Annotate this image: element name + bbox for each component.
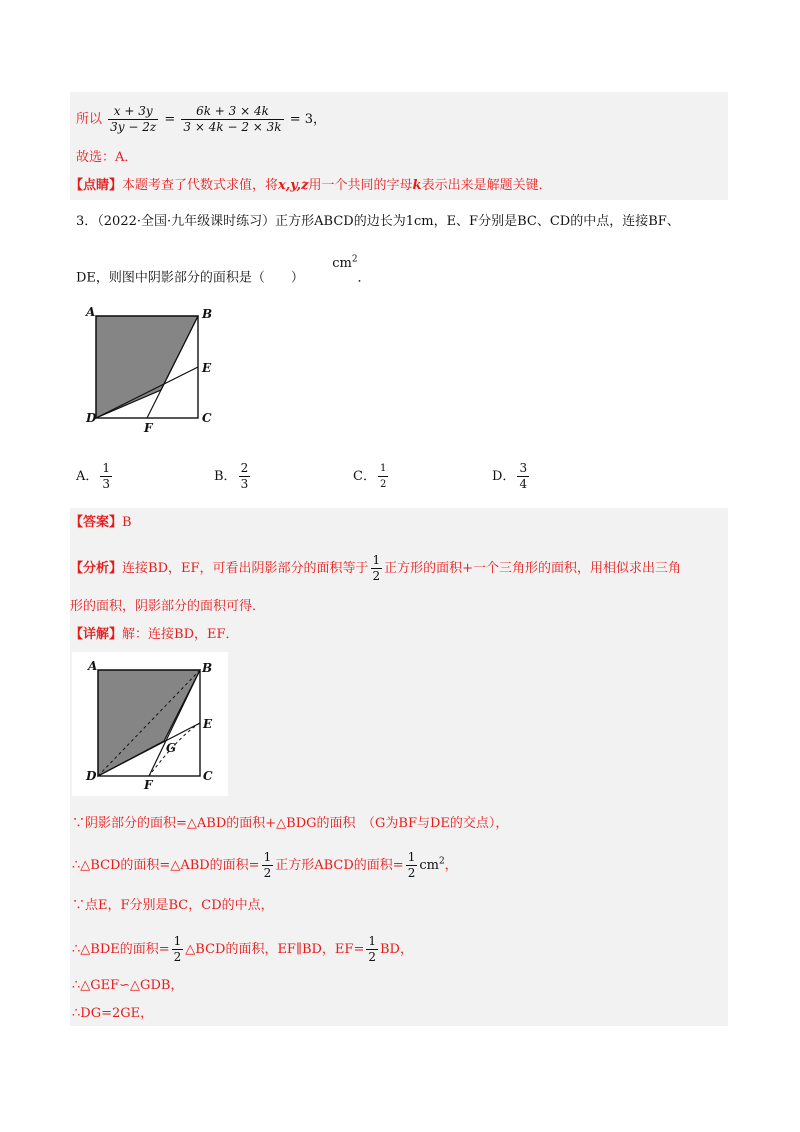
option-c-fraction: $\frac{1}{2}$ [379,463,387,490]
label-d-2: D [86,769,97,783]
prev-suoyi: 所以 [76,112,103,127]
detail-step-4: ∴△BDE的面积= $\frac{1}{2}$ △BCD的面积，EF∥BD，EF= $\frac{1}{2}$ BD， [72,934,413,964]
detail-step-3: ∵点E，F分别是BC，CD的中点， [72,898,274,913]
label-c: C [202,411,212,425]
prev-equals: = [164,112,176,127]
analysis-a: 连接BD，EF，可看出阴影部分的面积等于 [122,561,369,576]
question-text-1: 正方形ABCD的边长为1cm，E、F分别是BC、CD的中点，连接BF、 [275,214,680,229]
detail-intro: 解：连接BD，EF． [122,627,239,642]
option-d[interactable]: D． $\frac{3}{4}$ [492,461,528,491]
prev-fraction-1-num: x + 3y [108,104,158,120]
label-e: E [202,361,212,375]
detail-tag: 【详解】 [70,627,123,642]
detail-step-2: ∴△BCD的面积=△ABD的面积= $\frac{1}{2}$ 正方形ABCD的面积= $\frac{1}{2}$ $cm^2$， [72,850,458,880]
label-f: F [144,421,153,435]
detail-step-4-fraction-1: $\frac{1}{2}$ [173,934,182,964]
question-line-2 [76,255,371,288]
analysis-b: 正方形的面积+一个三角形的面积，用相似求出三角 [384,561,682,576]
prev-comment-vars: x,y,z [278,178,309,193]
label-c-2: C [203,769,213,783]
prev-fraction-2-num: 6k + 3 × 4k [181,104,283,120]
question-source: （2022·全国·九年级课时练习） [97,214,276,229]
prev-comment-c: 表示出来是解题关键． [421,178,552,193]
prev-comment-k: k [412,178,422,193]
analysis-tag: 【分析】 [70,561,123,576]
question-number: 3． [76,214,98,229]
option-b[interactable]: B． $\frac{2}{3}$ [214,461,249,491]
question-figure [84,306,220,436]
option-d-fraction: $\frac{3}{4}$ [519,461,528,491]
label-e-2: E [203,717,213,731]
prev-fraction-1-den: 3y − 2z [110,120,157,134]
detail-step-5: ∴△GEF∽△GDB， [72,978,184,993]
shaded-region [96,316,198,418]
label-b: B [202,307,213,321]
detail-step-2-fraction-2: $\frac{1}{2}$ [407,850,416,880]
prev-comment-tag: 【点睛】 [70,178,123,193]
solution-figure [84,656,220,792]
prev-fraction-2-den: 3 × 4k − 2 × 3k [183,120,282,134]
detail-step-1: ∵阴影部分的面积=△ABD的面积+△BDG的面积 （G为BF与DE的交点）， [72,816,509,831]
question-line-1 [76,212,680,232]
detail-step-2-fraction-1: $\frac{1}{2}$ [263,850,272,880]
analysis-line-2: 形的面积，阴影部分的面积可得． [70,599,266,614]
label-d: D [86,411,97,425]
label-a: A [86,306,96,319]
answer-tag: 【答案】 [70,515,123,530]
prev-formula-line [76,104,326,135]
prev-comment-a: 本题考查了代数式求值，将 [122,178,279,193]
detail-step-2-unit: $cm^2$ [419,856,445,873]
question-unit: $cm^2$ [332,255,358,272]
prev-choice: 故选：A． [76,150,138,165]
analysis-line-1 [70,553,681,584]
label-g: G [166,741,177,755]
question-period: ． [357,270,371,286]
option-a-fraction: $\frac{1}{3}$ [102,461,111,491]
detail-step-6: ∴DG=2GE， [72,1006,154,1021]
prev-fraction-2 [181,104,283,135]
option-a[interactable]: A． $\frac{1}{3}$ [76,461,111,491]
question-text-2: DE，则图中阴影部分的面积是（ ） [76,270,304,286]
prev-comment [70,176,552,196]
label-a-2: A [88,659,98,673]
label-f-2: F [144,778,153,792]
prev-fraction-1 [108,104,158,135]
answer-value: B [122,515,132,530]
label-b-2: B [202,661,213,675]
prev-result: = 3， [289,112,326,127]
prev-comment-b: 用一个共同的字母 [308,178,413,193]
detail-intro-line [70,625,239,645]
option-c[interactable]: C． $\frac{1}{2}$ [353,463,387,490]
analysis-fraction: $\frac{1}{2}$ [372,553,381,583]
option-b-fraction: $\frac{2}{3}$ [240,461,249,491]
detail-step-4-fraction-2: $\frac{1}{2}$ [368,934,376,964]
answer-line [70,513,132,533]
